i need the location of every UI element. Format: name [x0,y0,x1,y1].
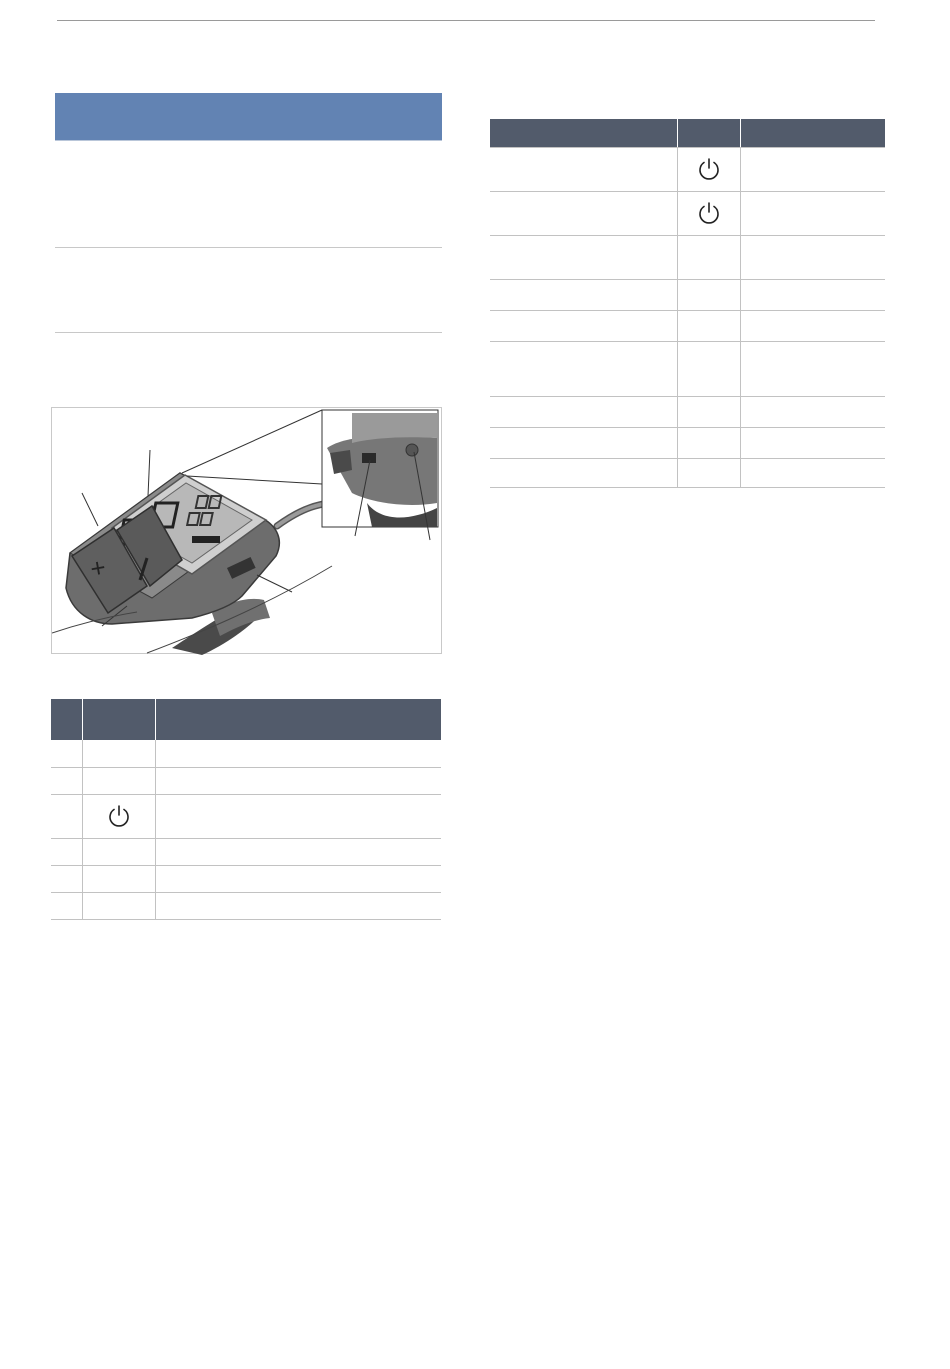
table-row [490,310,885,341]
power-icon [695,155,723,183]
table-row [490,341,885,396]
table-row [490,396,885,427]
power-icon [695,199,723,227]
table-header-cell [51,699,82,740]
table-row [51,794,441,838]
table-header-row [51,699,441,740]
power-icon [105,802,133,830]
table-row [51,892,441,919]
table-header-cell [82,699,155,740]
section-divider [55,332,442,333]
table-row [490,147,885,191]
section-divider [55,247,442,248]
bike-display-controller-illustration [52,408,443,655]
svg-text:+: + [87,551,108,584]
table-header-cell [155,699,441,740]
table-row [51,740,441,767]
table-row [490,458,885,487]
table-row [490,427,885,458]
section-title-banner [55,93,442,141]
product-figure [51,407,442,654]
table-row [51,838,441,865]
table-header-cell [677,119,740,147]
table-header-cell [490,119,677,147]
left-reference-table [51,699,441,920]
table-row [490,191,885,235]
table-row [51,767,441,794]
page-header-rule [57,20,875,21]
right-reference-table [490,119,885,488]
table-row [51,865,441,892]
table-row [490,235,885,279]
table-header-cell [740,119,885,147]
table-row [490,279,885,310]
table-header-row [490,119,885,147]
